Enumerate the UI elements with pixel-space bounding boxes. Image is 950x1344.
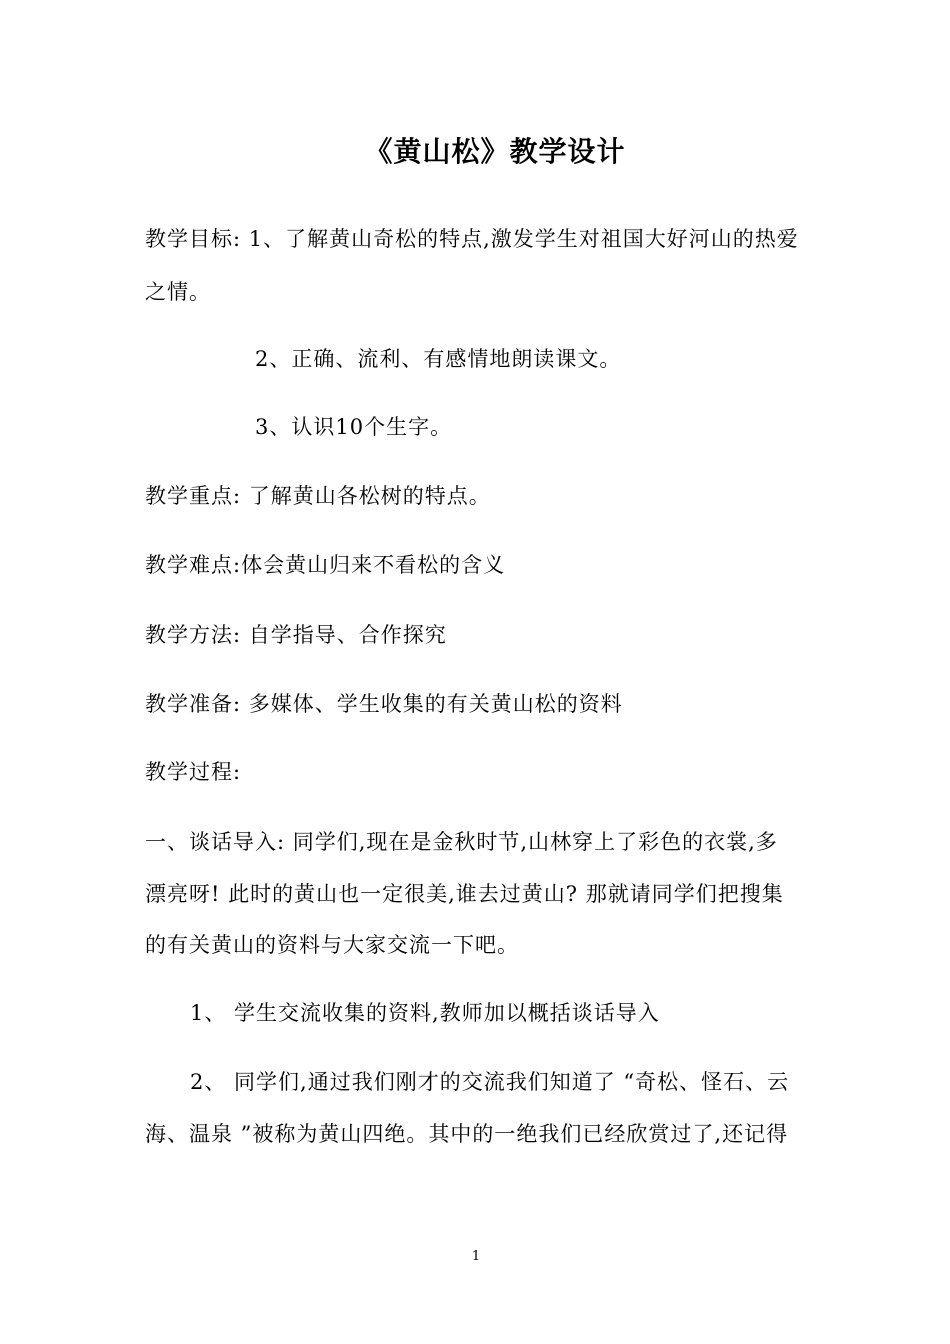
teaching-goal-2: 2、正确、流利、有感情地朗读课文。 <box>255 347 622 371</box>
teaching-difficulty: 教学难点:体会黄山归来不看松的含义 <box>145 553 506 577</box>
document-title: 《黄山松》教学设计 <box>364 135 626 168</box>
step-2-line-2: 海、温泉 ”被称为黄山四绝。其中的一绝我们已经欣赏过了,还记得 <box>145 1122 789 1146</box>
intro-paragraph-line-1: 一、谈话导入: 同学们,现在是金秋时节,山林穿上了彩色的衣裳,多 <box>145 830 778 854</box>
teaching-goal-3: 3、认识10个生字。 <box>255 415 453 439</box>
teaching-goals-line-1: 教学目标: 1、了解黄山奇松的特点,激发学生对祖国大好河山的热爱 <box>145 227 799 251</box>
step-1: 1、 学生交流收集的资料,教师加以概括谈话导入 <box>190 1001 660 1025</box>
teaching-focus: 教学重点: 了解黄山各松树的特点。 <box>145 484 491 508</box>
intro-paragraph-line-2: 漂亮呀! 此时的黄山也一定很美,谁去过黄山? 那就请同学们把搜集 <box>145 882 784 906</box>
step-2-line-1: 2、 同学们,通过我们刚才的交流我们知道了 “奇松、怪石、云 <box>190 1070 790 1094</box>
teaching-method: 教学方法: 自学指导、合作探究 <box>145 623 447 647</box>
teaching-preparation: 教学准备: 多媒体、学生收集的有关黄山松的资料 <box>145 692 623 716</box>
teaching-goals-line-2: 之情。 <box>145 280 211 304</box>
teaching-process-heading: 教学过程: <box>145 760 242 784</box>
page-number: 1 <box>471 1249 481 1264</box>
intro-paragraph-line-3: 的有关黄山的资料与大家交流一下吧。 <box>145 933 519 957</box>
